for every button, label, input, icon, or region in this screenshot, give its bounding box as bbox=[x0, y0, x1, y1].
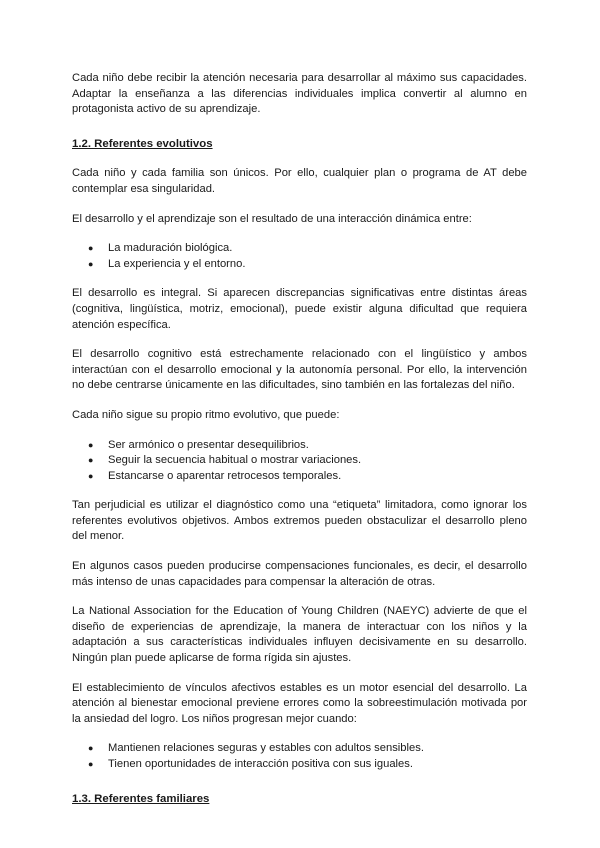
list-item: ● Tienen oportunidades de interacción positiva con sus iguales. bbox=[72, 757, 527, 773]
paragraph-cognitive: El desarrollo cognitivo está estrechamente relacionado con el lingüístico y ambos interactúan con el desarrollo emocional y la autonomía personal. Por ello, la intervención no debe centrarse únicamente en las dificultades, sino también en las fortalezas del niño. bbox=[72, 348, 527, 392]
bullet-icon: ● bbox=[88, 243, 94, 254]
page-content bbox=[72, 71, 527, 807]
paragraph-integral: El desarrollo es integral. Si aparecen discrepancias significativas entre distintas áreas (cognitiva, lingüística, motriz, emocional), puede existir alguna dificultad que requiera atención específica. bbox=[72, 287, 527, 331]
bullet-icon: ● bbox=[88, 759, 94, 769]
paragraph-compensation: En algunos casos pueden producirse compensaciones funcionales, es decir, el desarrollo más intenso de unas capacidades para compensar la alteración de otras. bbox=[72, 560, 527, 588]
list-item: ● Seguir la secuencia habitual o mostrar variaciones. bbox=[72, 453, 527, 469]
list-item: ● La maduración biológica. bbox=[72, 241, 527, 257]
bullet-icon: ● bbox=[88, 470, 94, 481]
section-heading-familiares: 1.3. Referentes familiares bbox=[72, 792, 210, 805]
rhythm-list bbox=[72, 438, 527, 485]
progress-list bbox=[72, 741, 527, 772]
paragraph-bonds: El establecimiento de vínculos afectivos estables es un motor esencial del desarrollo. La atención al bienestar emocional previene errores como la sobreestimulación motivada por la ansiedad del logro. Los niños progresan mejor cuando: bbox=[72, 681, 527, 725]
paragraph-diagnosis: Tan perjudicial es utilizar el diagnóstico como una “etiqueta” limitadora, como ignorar los referentes evolutivos objetivos. Ambos extremos pueden obstaculizar el desarrollo pleno del menor. bbox=[72, 499, 527, 543]
paragraph-intro: Cada niño debe recibir la atención necesaria para desarrollar al máximo sus capacidades. Adaptar la enseñanza a las diferencias individuales implica convertir al alumno en protagonista activo de su aprendizaje. bbox=[72, 72, 527, 116]
paragraph-naeyc: La National Association for the Education of Young Children (NAEYC) advierte de que el diseño de experiencias de aprendizaje, la manera de interactuar con los niños y la adaptación a sus características individuales influyen decisivamente en su desarrollo. Ningún plan puede aplicarse de forma rígida sin ajustes. bbox=[72, 605, 527, 665]
list-item: ● Mantienen relaciones seguras y estables con adultos sensibles. bbox=[72, 741, 527, 757]
list-item: ● Estancarse o aparentar retrocesos temporales. bbox=[72, 469, 527, 485]
paragraph-rhythm: Cada niño sigue su propio ritmo evolutivo, que puede: bbox=[72, 408, 340, 421]
paragraph-unique: Cada niño y cada familia son únicos. Por ello, cualquier plan o programa de AT debe contemplar esa singularidad. bbox=[72, 167, 527, 195]
list-item: ● La experiencia y el entorno. bbox=[72, 257, 527, 273]
interaction-list bbox=[72, 241, 527, 272]
paragraph-interaction: El desarrollo y el aprendizaje son el resultado de una interacción dinámica entre: bbox=[72, 212, 472, 225]
list-item: ● Ser armónico o presentar desequilibrios. bbox=[72, 438, 527, 454]
bullet-icon: ● bbox=[88, 258, 94, 269]
bullet-icon: ● bbox=[88, 439, 94, 450]
bullet-icon: ● bbox=[88, 455, 94, 466]
section-heading-evolutivos: 1.2. Referentes evolutivos bbox=[72, 137, 213, 150]
bullet-icon: ● bbox=[88, 743, 94, 754]
